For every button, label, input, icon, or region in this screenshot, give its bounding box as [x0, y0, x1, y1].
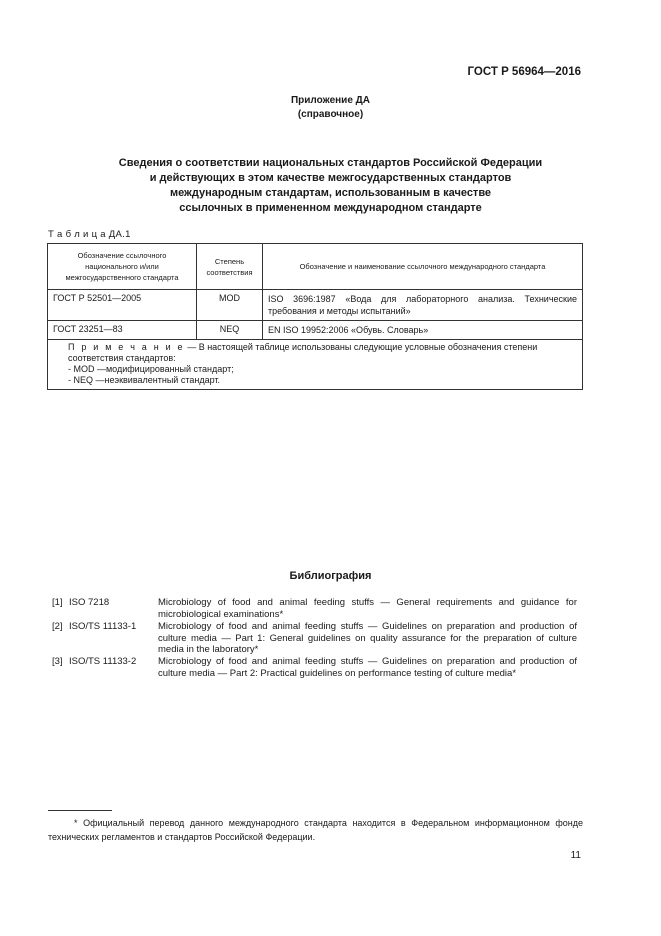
bibliography-item: [52, 621, 577, 657]
bib-text: Microbiology of food and animal feeding stuffs — Guidelines on preparation and production of culture media — Part 1: General guidelines on quality assurance for the preparation of culture media in the laboratory*: [158, 621, 577, 655]
note-item-neq: - NEQ —неэквивалентный стандарт.: [68, 375, 221, 385]
main-title-line-2: и действующих в этом качестве межгосударственных стандартов: [149, 172, 512, 184]
note-head: П р и м е ч а н и е: [68, 342, 185, 352]
bib-text: Microbiology of food and animal feeding stuffs — General requirements and guidance for microbiological examinations*: [158, 597, 577, 620]
header-international-standard: Обозначение и наименование ссылочного международного стандарта: [263, 244, 583, 290]
annex-subtitle: (справочное): [297, 109, 364, 120]
note-item-mod: - MOD —модифицированный стандарт;: [68, 364, 234, 374]
bib-code: ISO 7218: [69, 597, 110, 608]
header-degree: Степень соответствия: [197, 244, 263, 290]
degree-cell: NEQ: [197, 321, 263, 340]
correspondence-table: [47, 243, 583, 390]
bib-number: [3]: [52, 656, 63, 667]
bib-number: [1]: [52, 597, 63, 608]
degree-cell: MOD: [197, 290, 263, 321]
table-note: [48, 340, 583, 390]
note-text: — В настоящей таблице использованы следующие условные обозначения степени соответствия стандартов:: [68, 342, 538, 363]
bibliography-item: [52, 597, 577, 621]
note-intro: [54, 342, 576, 364]
footnote: * Официальный перевод данного международного стандарта находится в Федеральном информационном фонде технических регламентов и стандартов Российской Федерации.: [48, 818, 583, 842]
main-title: [0, 156, 661, 216]
page-number: 11: [570, 850, 581, 861]
table-row: [48, 290, 583, 321]
footnote-separator: [48, 810, 112, 811]
bib-number: [2]: [52, 621, 63, 632]
table-label: Т а б л и ц а ДА.1: [48, 229, 131, 240]
annex-title: Приложение ДА: [290, 95, 371, 106]
national-standard-cell: ГОСТ 23251—83: [48, 321, 197, 340]
document-code: ГОСТ Р 56964—2016: [467, 66, 581, 78]
table-row: [48, 321, 583, 340]
bib-text: Microbiology of food and animal feeding stuffs — Guidelines on preparation and production of culture media — Part 2: Practical guidelines on performance testing of culture media*: [158, 656, 577, 679]
main-title-line-3: международным стандартам, использованным в качестве: [169, 187, 492, 199]
main-title-line-4: ссылочных в примененном международном стандарте: [179, 202, 482, 214]
bibliography-title: Библиография: [289, 570, 372, 582]
international-standard-cell: EN ISO 19952:2006 «Обувь. Словарь»: [263, 321, 583, 340]
bib-code: ISO/TS 11133-2: [69, 656, 137, 667]
national-standard-cell: ГОСТ Р 52501—2005: [48, 290, 197, 321]
bib-code: ISO/TS 11133-1: [69, 621, 137, 632]
table-note-row: [48, 340, 583, 390]
bibliography-item: [52, 656, 577, 680]
header-national-standard: Обозначение ссылочного национального и/или межгосударственного стандарта: [48, 244, 197, 290]
main-title-line-1: Сведения о соответствии национальных стандартов Российской Федерации: [118, 157, 543, 169]
international-standard-cell: ISO 3696:1987 «Вода для лабораторного анализа. Технические требования и методы испытаний»: [263, 290, 583, 321]
table-header-row: [48, 244, 583, 290]
